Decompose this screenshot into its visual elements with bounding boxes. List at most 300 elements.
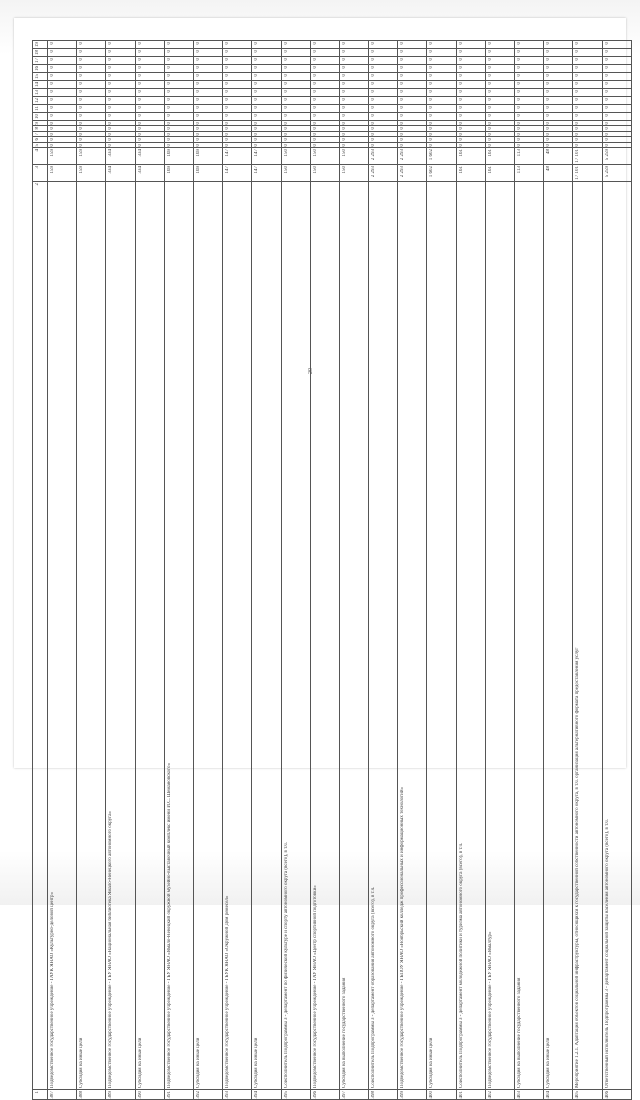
table-cell bbox=[369, 73, 398, 81]
table-cell bbox=[164, 112, 193, 120]
row-value: 0 bbox=[457, 49, 466, 54]
row-value: 0 bbox=[369, 105, 378, 110]
table-cell bbox=[369, 165, 398, 182]
table-cell bbox=[573, 89, 602, 97]
row-value: 0 bbox=[486, 89, 495, 94]
table-cell bbox=[106, 97, 135, 105]
row-value: 0 bbox=[486, 41, 495, 46]
row-value: 0 bbox=[106, 41, 115, 46]
row-value: 0 bbox=[106, 57, 115, 62]
table-cell bbox=[310, 105, 339, 113]
row-value: 0 bbox=[48, 121, 57, 126]
table-cell bbox=[602, 112, 631, 120]
row-value: 0 bbox=[457, 113, 466, 118]
table-cell bbox=[515, 105, 544, 113]
table-cell bbox=[602, 97, 631, 105]
row-value: 0 bbox=[136, 132, 145, 137]
row-value: 0 bbox=[48, 49, 57, 54]
row-name bbox=[427, 182, 436, 1089]
table-cell bbox=[456, 148, 485, 165]
table-cell bbox=[77, 148, 106, 165]
table-cell bbox=[193, 148, 222, 165]
table-cell bbox=[48, 105, 77, 113]
row-value: 0 bbox=[486, 73, 495, 78]
row-value: 0 bbox=[603, 81, 612, 86]
column-header-label: 14 bbox=[33, 81, 42, 88]
table-cell bbox=[223, 73, 252, 81]
row-value: 0 bbox=[398, 49, 407, 54]
row-value: 0 bbox=[165, 105, 174, 110]
row-value: 0 bbox=[136, 41, 145, 46]
table-cell bbox=[193, 81, 222, 89]
row-value: 0 bbox=[194, 105, 203, 110]
row-value: 161 bbox=[457, 165, 466, 175]
row-value: 0 bbox=[603, 137, 612, 142]
row-value bbox=[457, 1090, 466, 1100]
column-header bbox=[33, 1089, 48, 1100]
row-value: 0 bbox=[223, 105, 232, 110]
row-value bbox=[398, 1090, 407, 1100]
row-value: 0 bbox=[603, 113, 612, 118]
table-cell bbox=[485, 57, 514, 65]
table-cell bbox=[427, 112, 456, 120]
row-value: 0 bbox=[77, 49, 86, 54]
row-value bbox=[282, 1090, 291, 1100]
row-value: 0 bbox=[427, 41, 436, 46]
row-value: 0 bbox=[194, 89, 203, 94]
row-value bbox=[486, 1090, 495, 1100]
table-cell bbox=[164, 81, 193, 89]
table-cell bbox=[369, 41, 398, 49]
row-value: 0 bbox=[486, 81, 495, 86]
row-value: 0 bbox=[486, 97, 495, 102]
row-value: 0 bbox=[603, 105, 612, 110]
table-cell bbox=[515, 89, 544, 97]
table-cell bbox=[252, 65, 281, 73]
row-value: 0 bbox=[544, 121, 553, 126]
row-value: 0 bbox=[194, 57, 203, 62]
row-value: 147 bbox=[252, 148, 261, 158]
row-value: 0 bbox=[106, 143, 115, 148]
column-header-label: 4 bbox=[33, 148, 42, 153]
table-cell bbox=[573, 41, 602, 49]
row-value: 0 bbox=[165, 57, 174, 62]
table-cell bbox=[515, 181, 544, 1089]
row-value: 0 bbox=[457, 41, 466, 46]
row-value: 0 bbox=[282, 81, 291, 86]
table-cell bbox=[193, 41, 222, 49]
table-cell bbox=[77, 97, 106, 105]
table-cell bbox=[281, 165, 310, 182]
row-value: 0 bbox=[340, 121, 349, 126]
table-cell bbox=[135, 105, 164, 113]
row-value: 0 bbox=[165, 41, 174, 46]
table-cell bbox=[164, 73, 193, 81]
table-cell bbox=[602, 165, 631, 182]
table-cell bbox=[135, 1089, 164, 1100]
table-cell bbox=[544, 49, 573, 57]
row-value: 169 bbox=[165, 165, 174, 175]
row-value: 0 bbox=[427, 126, 436, 131]
table-cell bbox=[106, 73, 135, 81]
table-cell bbox=[544, 112, 573, 120]
row-value: 0 bbox=[223, 65, 232, 70]
table-cell bbox=[48, 148, 77, 165]
row-value: 0 bbox=[340, 89, 349, 94]
row-value: 0 bbox=[282, 73, 291, 78]
row-value: 0 bbox=[106, 81, 115, 86]
table-cell bbox=[223, 41, 252, 49]
table-cell bbox=[281, 65, 310, 73]
row-value: 0 bbox=[282, 57, 291, 62]
row-value: 0 bbox=[398, 113, 407, 118]
row-value: 0 bbox=[515, 137, 524, 142]
row-name bbox=[457, 182, 466, 1089]
row-value: 0 bbox=[48, 97, 57, 102]
table-cell bbox=[48, 65, 77, 73]
table-cell bbox=[573, 81, 602, 89]
row-name bbox=[486, 182, 495, 1089]
row-value bbox=[603, 1090, 612, 1100]
row-value: 0 bbox=[515, 97, 524, 102]
table-cell bbox=[369, 57, 398, 65]
table-cell bbox=[485, 1089, 514, 1100]
column-header-label: 6 bbox=[33, 137, 42, 142]
row-value: 0 bbox=[398, 137, 407, 142]
row-value: 0 bbox=[486, 121, 495, 126]
table-cell bbox=[281, 41, 310, 49]
table-cell bbox=[427, 181, 456, 1089]
row-value: 0 bbox=[340, 65, 349, 70]
table-cell bbox=[485, 97, 514, 105]
row-value bbox=[223, 1090, 232, 1100]
row-value: 0 bbox=[136, 121, 145, 126]
table-cell bbox=[164, 148, 193, 165]
row-value: 0 bbox=[252, 41, 261, 46]
table-cell bbox=[193, 65, 222, 73]
table-cell bbox=[602, 1089, 631, 1100]
row-value: 0 bbox=[165, 121, 174, 126]
row-value: 0 bbox=[194, 49, 203, 54]
row-value: 0 bbox=[573, 49, 582, 54]
table-cell bbox=[135, 97, 164, 105]
row-value: 48 bbox=[544, 148, 553, 155]
table-cell bbox=[106, 41, 135, 49]
table-cell bbox=[48, 181, 77, 1089]
row-value: 0 bbox=[573, 105, 582, 110]
table-cell bbox=[281, 105, 310, 113]
row-value: 0 bbox=[165, 113, 174, 118]
row-value: 17 101 bbox=[573, 165, 582, 181]
table-cell bbox=[456, 73, 485, 81]
table-cell bbox=[456, 49, 485, 57]
row-value: 0 bbox=[340, 41, 349, 46]
row-value: 0 bbox=[252, 121, 261, 126]
table-cell bbox=[427, 89, 456, 97]
row-value: 0 bbox=[340, 97, 349, 102]
row-value: 0 bbox=[573, 132, 582, 137]
table-cell bbox=[77, 57, 106, 65]
table-cell bbox=[310, 112, 339, 120]
table-cell bbox=[515, 73, 544, 81]
table-cell bbox=[193, 1089, 222, 1100]
table-cell bbox=[515, 81, 544, 89]
row-value: 0 bbox=[252, 81, 261, 86]
row-value: 0 bbox=[136, 137, 145, 142]
row-value: 0 bbox=[194, 143, 203, 148]
row-value bbox=[165, 1090, 174, 1100]
row-value: 0 bbox=[398, 97, 407, 102]
row-value: 0 bbox=[398, 132, 407, 137]
row-value: 0 bbox=[340, 73, 349, 78]
row-value: 0 bbox=[194, 97, 203, 102]
row-value: 0 bbox=[223, 121, 232, 126]
row-value: 0 bbox=[369, 81, 378, 86]
table-cell bbox=[427, 57, 456, 65]
row-value: 0 bbox=[544, 65, 553, 70]
row-value: 0 bbox=[165, 97, 174, 102]
row-value: 334 bbox=[136, 165, 145, 175]
row-value: 0 bbox=[223, 143, 232, 148]
row-value: 0 bbox=[398, 126, 407, 131]
row-value: 0 bbox=[486, 126, 495, 131]
table-cell bbox=[252, 41, 281, 49]
table-cell bbox=[135, 41, 164, 49]
row-value: 0 bbox=[573, 41, 582, 46]
table-cell bbox=[515, 65, 544, 73]
table-cell bbox=[281, 148, 310, 165]
row-value: 0 bbox=[515, 41, 524, 46]
row-value: 150 bbox=[282, 165, 291, 175]
table-cell bbox=[193, 73, 222, 81]
row-value: 0 bbox=[282, 105, 291, 110]
row-value: 0 bbox=[106, 126, 115, 131]
table-cell bbox=[398, 1089, 427, 1100]
table-cell bbox=[77, 73, 106, 81]
row-value bbox=[369, 1090, 378, 1100]
row-value bbox=[311, 1090, 320, 1100]
row-value: 0 bbox=[544, 73, 553, 78]
row-value: 0 bbox=[282, 132, 291, 137]
table-cell bbox=[135, 181, 164, 1089]
table-cell bbox=[106, 165, 135, 182]
table-cell bbox=[602, 148, 631, 165]
table-cell bbox=[252, 181, 281, 1089]
row-value: 0 bbox=[223, 49, 232, 54]
row-value: 147 bbox=[252, 165, 261, 175]
row-value: 0 bbox=[165, 143, 174, 148]
table-cell bbox=[485, 65, 514, 73]
row-value: 0 bbox=[282, 49, 291, 54]
row-value: 0 bbox=[515, 89, 524, 94]
table-cell bbox=[573, 165, 602, 182]
row-value: 0 bbox=[544, 126, 553, 131]
table-cell bbox=[427, 148, 456, 165]
column-header-label: 5 bbox=[33, 143, 42, 148]
table-cell bbox=[310, 41, 339, 49]
table-cell bbox=[485, 148, 514, 165]
table-cell bbox=[573, 148, 602, 165]
row-value: 0 bbox=[340, 132, 349, 137]
table-field-row bbox=[33, 65, 632, 73]
row-value: 0 bbox=[77, 143, 86, 148]
column-header-label bbox=[33, 1090, 42, 1095]
row-value: 0 bbox=[311, 73, 320, 78]
table-cell bbox=[456, 89, 485, 97]
table-cell bbox=[310, 65, 339, 73]
table-cell bbox=[48, 73, 77, 81]
row-value: 0 bbox=[48, 73, 57, 78]
table-cell bbox=[369, 97, 398, 105]
row-value: 0 bbox=[369, 57, 378, 62]
row-value: 0 bbox=[369, 65, 378, 70]
table-cell bbox=[164, 65, 193, 73]
row-value: 0 bbox=[77, 105, 86, 110]
row-value: 0 bbox=[603, 126, 612, 131]
column-header bbox=[33, 65, 48, 73]
table-cell bbox=[223, 112, 252, 120]
row-value: 2 293 bbox=[398, 148, 407, 161]
table-cell bbox=[252, 105, 281, 113]
table-cell bbox=[398, 97, 427, 105]
table-cell bbox=[77, 105, 106, 113]
table-cell bbox=[106, 65, 135, 73]
table-cell bbox=[48, 165, 77, 182]
row-value: 0 bbox=[427, 137, 436, 142]
table-cell bbox=[369, 81, 398, 89]
column-header-label: 17 bbox=[33, 57, 42, 64]
row-value bbox=[573, 1090, 582, 1100]
table-cell bbox=[339, 41, 368, 49]
table-cell bbox=[223, 97, 252, 105]
row-value: 0 bbox=[457, 105, 466, 110]
row-value: 0 bbox=[486, 113, 495, 118]
table-cell bbox=[515, 41, 544, 49]
row-value: 0 bbox=[573, 89, 582, 94]
table-cell bbox=[193, 89, 222, 97]
row-value: 0 bbox=[427, 73, 436, 78]
row-value: 0 bbox=[252, 73, 261, 78]
row-value: 0 bbox=[340, 105, 349, 110]
table-cell bbox=[573, 65, 602, 73]
column-header bbox=[33, 57, 48, 65]
table-cell bbox=[164, 57, 193, 65]
table-cell bbox=[602, 81, 631, 89]
table-cell bbox=[310, 1089, 339, 1100]
table-cell bbox=[310, 89, 339, 97]
row-value: 0 bbox=[48, 126, 57, 131]
row-value: 0 bbox=[427, 89, 436, 94]
row-value: 0 bbox=[48, 105, 57, 110]
table-cell bbox=[252, 1089, 281, 1100]
table-cell bbox=[544, 89, 573, 97]
table-cell bbox=[310, 73, 339, 81]
row-name bbox=[398, 182, 407, 1089]
row-value bbox=[544, 1090, 553, 1100]
row-value: 0 bbox=[282, 65, 291, 70]
table-cell bbox=[427, 1089, 456, 1100]
row-value: 0 bbox=[136, 81, 145, 86]
row-value: 0 bbox=[369, 97, 378, 102]
column-header bbox=[33, 105, 48, 113]
row-value: 147 bbox=[223, 165, 232, 175]
row-value: 0 bbox=[457, 81, 466, 86]
table-cell bbox=[485, 165, 514, 182]
table-cell bbox=[223, 65, 252, 73]
table-cell bbox=[48, 49, 77, 57]
row-value: 0 bbox=[48, 81, 57, 86]
row-value: 0 bbox=[106, 105, 115, 110]
rotated-table-area bbox=[32, 40, 632, 760]
row-value: 0 bbox=[369, 41, 378, 46]
row-value: 0 bbox=[340, 126, 349, 131]
table-cell bbox=[252, 49, 281, 57]
table-cell bbox=[573, 97, 602, 105]
table-cell bbox=[106, 81, 135, 89]
column-header bbox=[33, 181, 48, 1089]
row-name bbox=[223, 182, 232, 1089]
table-cell bbox=[456, 65, 485, 73]
table-field-row bbox=[33, 112, 632, 120]
row-value: 0 bbox=[398, 105, 407, 110]
row-name bbox=[106, 182, 115, 1089]
row-value: 0 bbox=[544, 81, 553, 86]
row-value: 0 bbox=[282, 97, 291, 102]
table-cell bbox=[544, 57, 573, 65]
table-cell bbox=[164, 165, 193, 182]
table-cell bbox=[252, 89, 281, 97]
row-value: 0 bbox=[603, 73, 612, 78]
table-cell bbox=[398, 105, 427, 113]
table-cell bbox=[602, 181, 631, 1089]
row-value: 0 bbox=[136, 105, 145, 110]
row-value: 5 259 bbox=[603, 148, 612, 161]
row-value: 0 bbox=[282, 126, 291, 131]
row-value: 0 bbox=[603, 65, 612, 70]
row-value: 0 bbox=[515, 143, 524, 148]
table-cell bbox=[369, 112, 398, 120]
table-cell bbox=[164, 89, 193, 97]
table-cell bbox=[544, 65, 573, 73]
row-value: 0 bbox=[223, 73, 232, 78]
row-value: 0 bbox=[486, 57, 495, 62]
row-value: 0 bbox=[398, 89, 407, 94]
table-field-row bbox=[33, 181, 632, 1089]
row-value: 0 bbox=[515, 121, 524, 126]
table-cell bbox=[339, 105, 368, 113]
table-field-row bbox=[33, 1089, 632, 1100]
row-value: 0 bbox=[252, 137, 261, 142]
row-value: 0 bbox=[515, 49, 524, 54]
table-field-row bbox=[33, 73, 632, 81]
table-cell bbox=[398, 65, 427, 73]
row-value: 2 293 bbox=[369, 148, 378, 161]
row-value: 0 bbox=[457, 126, 466, 131]
row-value: 0 bbox=[194, 126, 203, 131]
row-value: 0 bbox=[573, 113, 582, 118]
row-name bbox=[194, 182, 203, 1089]
row-value: 0 bbox=[398, 121, 407, 126]
row-value: 0 bbox=[398, 41, 407, 46]
column-header bbox=[33, 73, 48, 81]
row-value: 0 bbox=[282, 143, 291, 148]
table-cell bbox=[515, 49, 544, 57]
row-value: 161 bbox=[457, 148, 466, 158]
table-cell bbox=[193, 97, 222, 105]
table-field-row bbox=[33, 105, 632, 113]
row-value bbox=[427, 1090, 436, 1100]
table-cell bbox=[456, 181, 485, 1089]
